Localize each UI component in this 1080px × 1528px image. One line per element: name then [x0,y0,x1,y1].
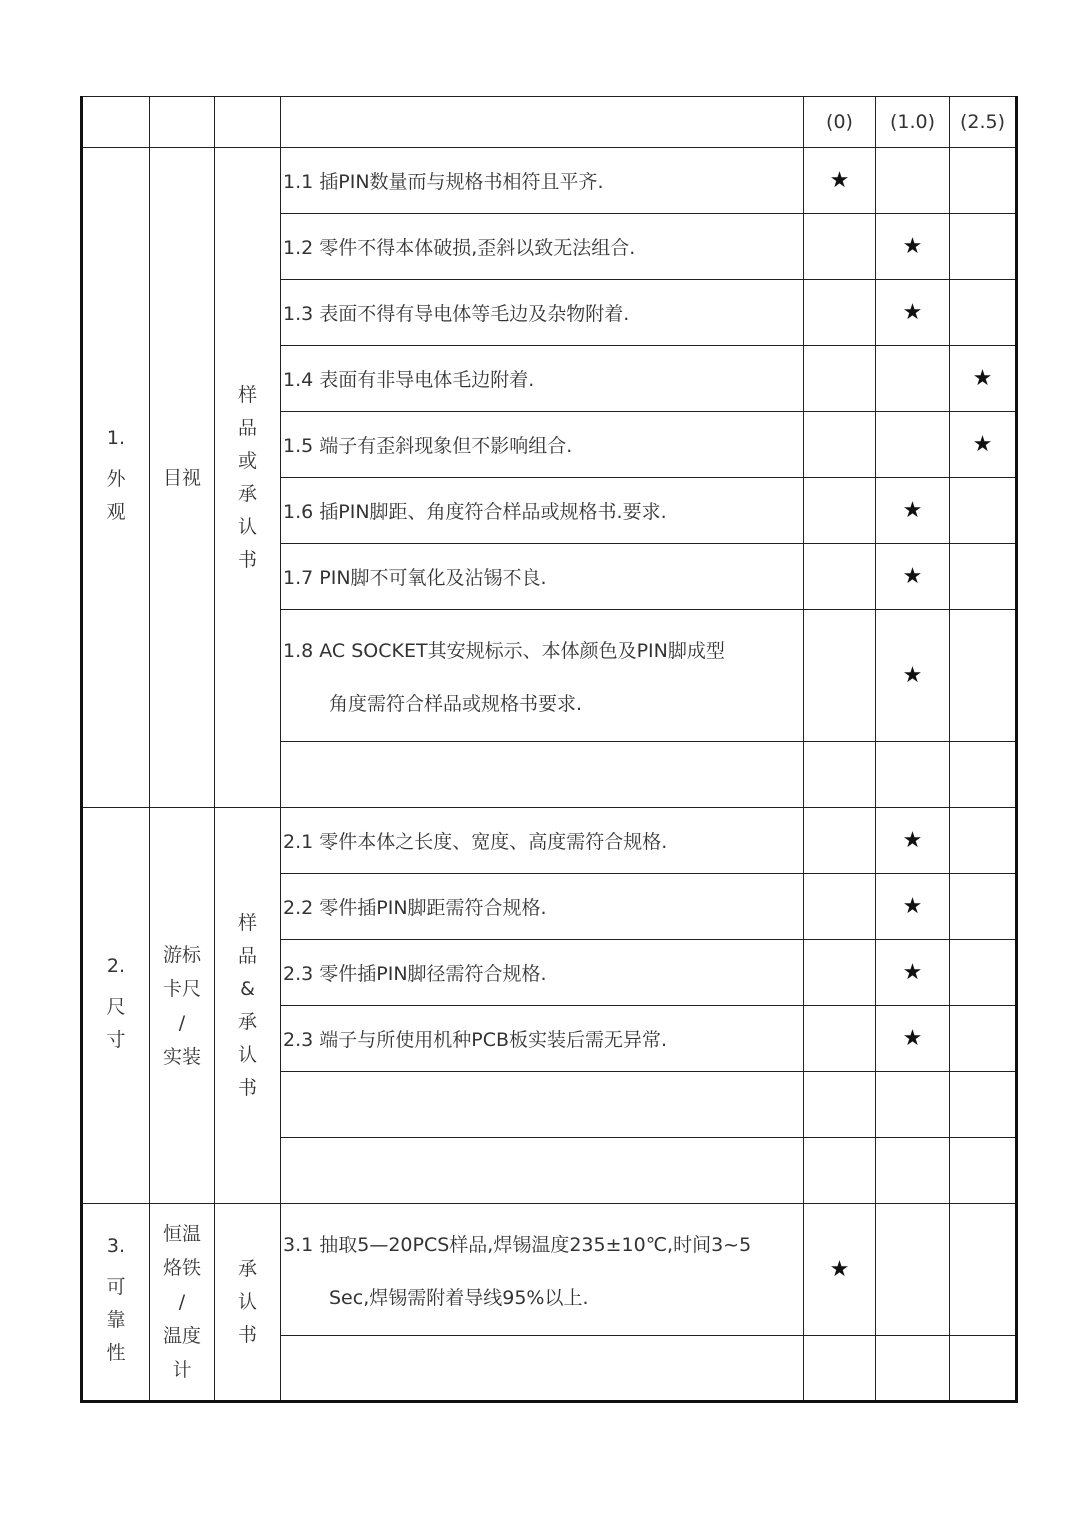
grade-cell-1 [876,940,950,1006]
star-icon: ★ [902,894,923,919]
star-icon: ★ [829,1257,850,1282]
requirement-text: 3.1 抽取5—20PCS样品,焊锡温度235±10℃,时间3~5 [283,1233,752,1256]
requirement-text: 2.2 零件插PIN脚距需符合规格. [283,897,547,919]
grade-cell-1 [876,280,950,346]
star-icon: ★ [902,828,923,853]
requirement-cell [281,610,804,742]
requirement-text: 1.6 插PIN脚距、角度符合样品或规格书.要求. [283,501,667,523]
grade-cell-2 [950,544,1017,610]
grade-cell-2 [950,742,1017,808]
method-line: / [178,1291,186,1313]
grade-cell-0 [804,808,876,874]
grade-cell-1 [876,1006,950,1072]
grade-cell-2 [950,478,1017,544]
grade-cell-2 [950,214,1017,280]
requirement-cell [281,1336,804,1402]
grade-cell-2 [950,874,1017,940]
requirement-text-continued: Sec,焊锡需附着导线95%以上. [329,1286,589,1309]
grade-cell-1 [876,610,950,742]
grade-cell-2 [950,346,1017,412]
grade-cell-0 [804,610,876,742]
star-icon: ★ [972,432,993,457]
requirement-cell [281,478,804,544]
section-cell [82,808,150,1204]
grade-cell-2 [950,280,1017,346]
requirement-text: 1.4 表面有非导电体毛边附着. [283,369,535,391]
reference-cell [215,148,281,808]
star-icon: ★ [829,168,850,193]
grade-cell-2 [950,610,1017,742]
grade-cell-0 [804,214,876,280]
requirement-text: 2.3 零件插PIN脚径需符合规格. [283,963,547,985]
method-cell [150,1204,215,1402]
requirement-text: 1.8 AC SOCKET其安规标示、本体颜色及PIN脚成型 [283,639,725,662]
section-name: 尺寸 [106,995,126,1051]
grade-cell-1 [876,214,950,280]
requirement-text: 1.2 零件不得本体破损,歪斜以致无法组合. [283,237,636,259]
spec-row [82,148,1017,214]
grade-cell-1 [876,1336,950,1402]
inspection-spec-table [80,96,1018,1403]
requirement-text-continued: 角度需符合样品或规格书要求. [329,692,583,715]
method-line: 目视 [162,466,201,489]
reference-text: 样品或承认书 [237,383,257,571]
grade-cell-0 [804,280,876,346]
grade-cell-0 [804,1138,876,1204]
section-cell [82,1204,150,1402]
requirement-text: 1.3 表面不得有导电体等毛边及杂物附着. [283,303,630,325]
requirement-text: 2.1 零件本体之长度、宽度、高度需符合规格. [283,831,668,853]
requirement-cell [281,808,804,874]
grade-cell-2 [950,1072,1017,1138]
grade-cell-1 [876,1138,950,1204]
grade-cell-0 [804,1072,876,1138]
grade-cell-2 [950,940,1017,1006]
grade-cell-0 [804,412,876,478]
grade-cell-2 [950,412,1017,478]
header-row [82,97,1017,148]
reference-text: 承认书 [237,1257,257,1346]
grade-cell-0 [804,874,876,940]
grade-cell-2 [950,148,1017,214]
grade-cell-2 [950,1138,1017,1204]
grade-cell-2 [950,808,1017,874]
table-body [82,97,1017,1402]
method-cell [150,808,215,1204]
method-line: 游标 [162,943,201,966]
requirement-cell [281,1138,804,1204]
header-blank-cell [215,97,281,148]
method-line: 卡尺 [162,977,201,1000]
grade-cell-1 [876,1204,950,1336]
grade-cell-0 [804,148,876,214]
grade-cell-1 [876,478,950,544]
section-number: 3. [106,1234,126,1257]
requirement-cell [281,742,804,808]
star-icon: ★ [902,960,923,985]
grade-cell-0 [804,478,876,544]
star-icon: ★ [902,234,923,259]
grade-cell-1 [876,742,950,808]
requirement-text: 2.3 端子与所使用机种PCB板实装后需无异常. [283,1029,668,1051]
star-icon: ★ [902,498,923,523]
grade-cell-1 [876,808,950,874]
star-icon: ★ [902,1026,923,1051]
grade-cell-0 [804,1204,876,1336]
grade-cell-0 [804,1336,876,1402]
grade-cell-2 [950,1204,1017,1336]
header-blank-cell [82,97,150,148]
method-line: 烙铁 [162,1257,201,1279]
grade-header-0: (0) [804,97,876,148]
grade-cell-1 [876,148,950,214]
requirement-text: 1.1 插PIN数量而与规格书相符且平齐. [283,171,604,193]
requirement-text: 1.7 PIN脚不可氧化及沾锡不良. [283,567,547,589]
requirement-cell [281,1204,804,1336]
header-blank-cell [150,97,215,148]
method-line: 温度 [162,1325,201,1347]
requirement-cell [281,1072,804,1138]
requirement-cell [281,1006,804,1072]
grade-cell-2 [950,1336,1017,1402]
grade-cell-0 [804,742,876,808]
section-name: 外观 [106,467,126,523]
method-line: 实装 [162,1045,201,1068]
star-icon: ★ [972,366,993,391]
spec-row [82,1204,1017,1336]
grade-cell-2 [950,1006,1017,1072]
section-number: 1. [106,426,126,449]
requirement-cell [281,346,804,412]
grade-cell-0 [804,544,876,610]
grade-cell-1 [876,1072,950,1138]
grade-cell-1 [876,874,950,940]
section-number: 2. [106,954,126,977]
method-line: 恒温 [162,1223,201,1245]
method-cell [150,148,215,808]
grade-header-1: (1.0) [876,97,950,148]
method-line: / [178,1011,186,1034]
reference-cell [215,808,281,1204]
grade-cell-0 [804,940,876,1006]
requirement-cell [281,544,804,610]
star-icon: ★ [902,663,923,688]
reference-cell [215,1204,281,1402]
header-blank-cell [281,97,804,148]
reference-text: 样品&承认书 [237,911,257,1099]
section-name: 可靠性 [106,1275,126,1364]
spec-row [82,808,1017,874]
grade-header-2: (2.5) [950,97,1017,148]
grade-cell-0 [804,346,876,412]
section-cell [82,148,150,808]
star-icon: ★ [902,564,923,589]
requirement-cell [281,412,804,478]
requirement-cell [281,874,804,940]
method-line: 计 [172,1359,192,1381]
requirement-text: 1.5 端子有歪斜现象但不影响组合. [283,435,573,457]
requirement-cell [281,940,804,1006]
grade-cell-1 [876,544,950,610]
grade-cell-0 [804,1006,876,1072]
requirement-cell [281,214,804,280]
requirement-cell [281,148,804,214]
grade-cell-1 [876,412,950,478]
grade-cell-1 [876,346,950,412]
requirement-cell [281,280,804,346]
star-icon: ★ [902,300,923,325]
